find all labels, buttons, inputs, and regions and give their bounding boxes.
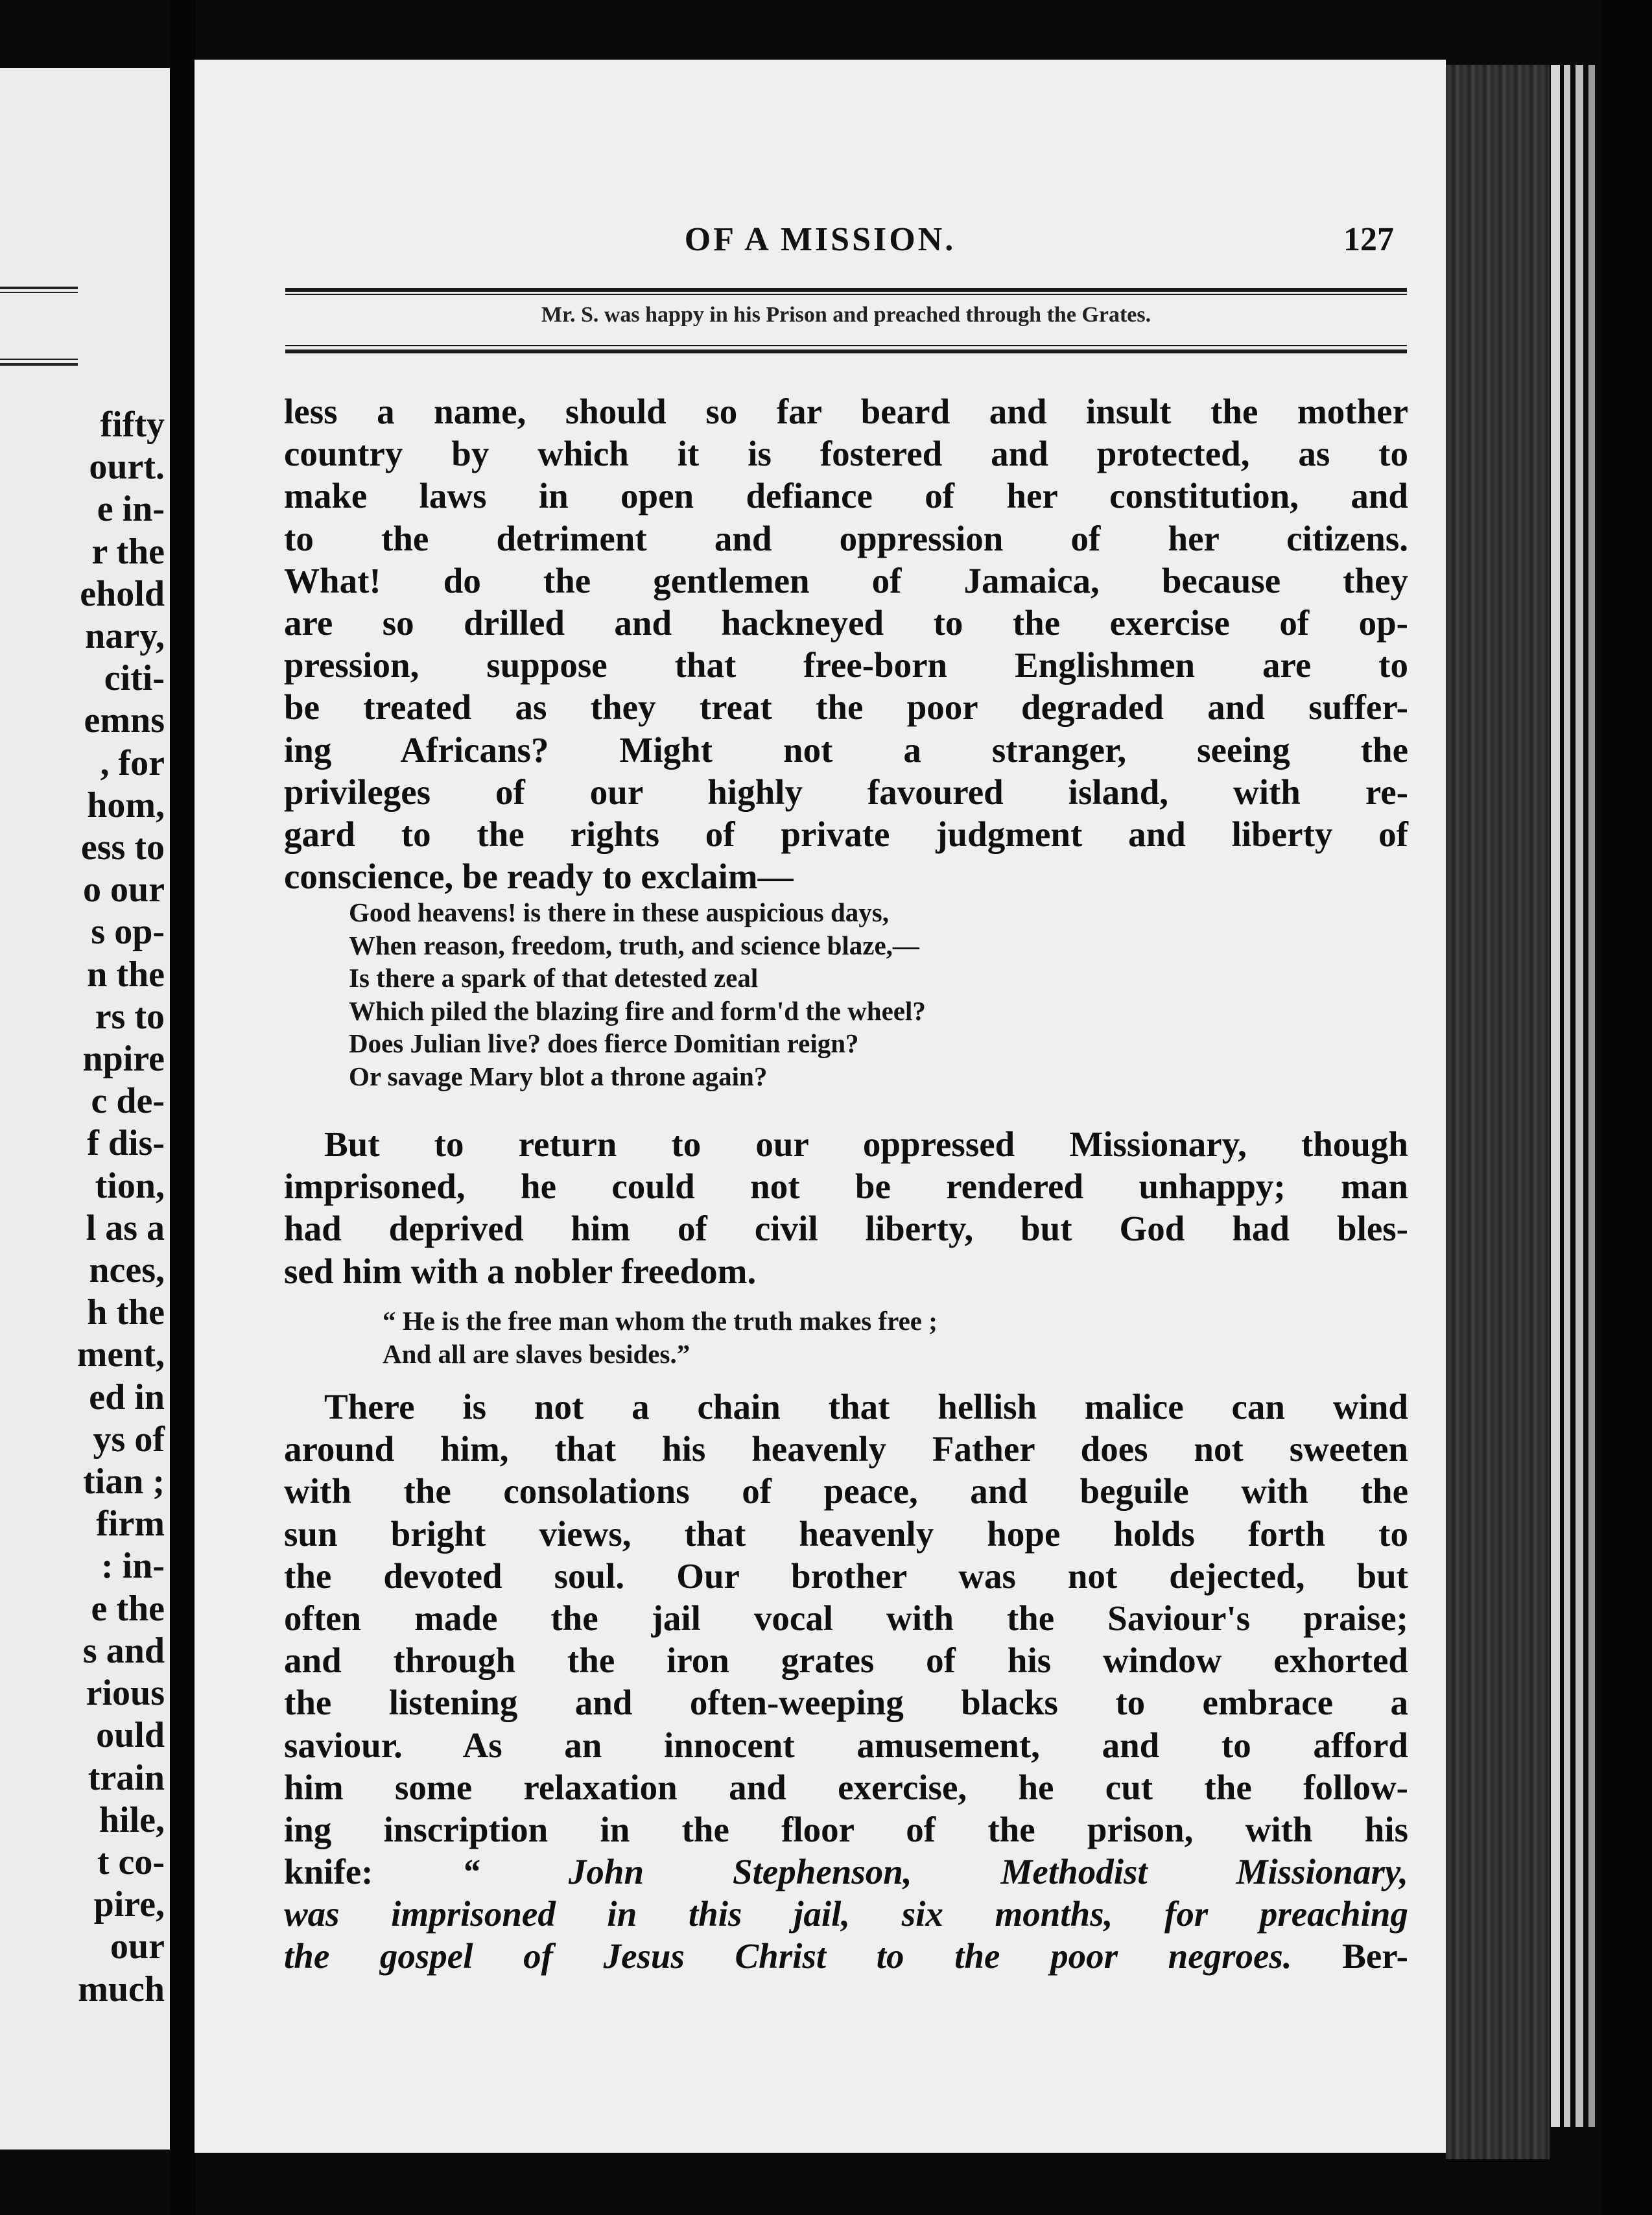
left-page-line: o our: [83, 870, 165, 910]
left-rule-top: [0, 287, 78, 289]
left-page-line: our: [110, 1926, 165, 1967]
left-rule-top-thin: [0, 292, 78, 293]
text-line: There is not a chain that hellish malice can wind: [324, 1387, 1408, 1427]
left-page-line: r the: [91, 531, 165, 572]
book-gutter: [170, 0, 196, 2215]
left-page-line: n the: [87, 954, 165, 995]
text-line: and through the iron grates of his window exhorted: [284, 1641, 1408, 1681]
head-rule-top: [285, 288, 1407, 292]
text-line: saviour. As an innocent amusement, and to afford: [284, 1725, 1408, 1765]
left-page-line: ehold: [80, 573, 165, 614]
left-page-line: ys of: [93, 1419, 165, 1460]
text-line: [284, 1935, 1408, 1977]
left-page-line: ess to: [80, 827, 165, 868]
left-page-line: h the: [87, 1292, 165, 1333]
text-line: sun bright views, that heavenly hope holds forth to: [284, 1513, 1408, 1554]
text-line: What! do the gentlemen of Jamaica, because they: [284, 560, 1408, 600]
book-page: [195, 60, 1446, 2153]
verse-line: Or savage Mary blot a throne again?: [349, 1061, 768, 1091]
left-page-line: s and: [82, 1630, 165, 1671]
left-page-line: npire: [82, 1039, 165, 1080]
head-rule-bottom-thin: [285, 345, 1407, 346]
text-line: [284, 1851, 1408, 1893]
left-page-line: ment,: [77, 1334, 165, 1375]
head-rule-top-thin: [285, 294, 1407, 295]
text-line: imprisoned, he could not be rendered unhappy; man: [284, 1167, 1408, 1207]
text-line: the listening and often-weeping blacks to embrace a: [284, 1683, 1408, 1723]
left-page-line: nary,: [85, 616, 165, 657]
text-fragment: knife:: [284, 1852, 462, 1892]
left-page-line: tion,: [95, 1165, 165, 1206]
paragraph-1: [284, 390, 1408, 897]
text-line: ing inscription in the floor of the prison, with his: [284, 1809, 1408, 1849]
text-line: are so drilled and hackneyed to the exercise of op-: [284, 602, 1408, 643]
left-page-line: e the: [91, 1588, 165, 1629]
page-number: 127: [1343, 221, 1394, 258]
left-page-line: t co-: [97, 1842, 165, 1882]
left-page-line: hom,: [87, 785, 165, 825]
inscription-text: the gospel of Jesus Christ to the poor negroes.: [284, 1936, 1292, 1976]
left-page-line: hile,: [99, 1799, 165, 1840]
text-line: with the consolations of peace, and beguile with the: [284, 1471, 1408, 1511]
paragraph-2: [284, 1123, 1408, 1292]
left-page-line: s op-: [91, 912, 165, 953]
left-page-line: citi-: [104, 658, 165, 699]
text-line: privileges of our highly favoured island, with re-: [284, 772, 1408, 812]
page-leaf-edge: [1564, 65, 1570, 2127]
left-page-line: nces,: [89, 1250, 165, 1291]
left-page-line: emns: [84, 700, 165, 741]
text-line: the devoted soul. Our brother was not dejected, but: [284, 1556, 1408, 1596]
left-page-line: ould: [96, 1715, 165, 1756]
text-line: him some relaxation and exercise, he cut the follow-: [284, 1767, 1408, 1807]
page-leaf-edge: [1551, 65, 1560, 2127]
text-line: had deprived him of civil liberty, but God had bles-: [284, 1209, 1408, 1249]
left-page-line: , for: [100, 742, 165, 783]
text-line: often made the jail vocal with the Saviour's praise;: [284, 1598, 1408, 1638]
background-shadow: [1601, 0, 1652, 2215]
page-block-edge: [1446, 65, 1550, 2159]
left-page-line: tian ;: [83, 1462, 165, 1502]
running-head: [195, 220, 1446, 279]
text-line: around him, that his heavenly Father does not sweeten: [284, 1429, 1408, 1469]
inscription-text: “ John Stephenson, Methodist Missionary,: [462, 1852, 1408, 1892]
page-leaf-edge: [1588, 65, 1595, 2127]
left-page-line: f dis-: [87, 1123, 165, 1164]
left-page-line: ourt.: [89, 447, 165, 488]
text-line: to the detriment and oppression of her citizens.: [284, 518, 1408, 558]
left-page-line: : in-: [101, 1546, 165, 1587]
chapter-subhead: Mr. S. was happy in his Prison and preached through the Grates.: [541, 303, 1151, 327]
verse-line: “ He is the free man whom the truth makes free ;: [383, 1306, 938, 1336]
text-line: be treated as they treat the poor degraded and suffer-: [284, 687, 1408, 728]
paragraph-3: [284, 1386, 1408, 1978]
page-leaf-edge: [1575, 65, 1583, 2127]
running-title: OF A MISSION.: [684, 221, 956, 258]
left-page-line: ed in: [89, 1377, 165, 1417]
left-page-line: e in-: [97, 489, 165, 530]
text-line: country by which it is fostered and protected, as to: [284, 434, 1408, 474]
inscription-text: was imprisoned in this jail, six months, for preaching: [284, 1894, 1408, 1934]
previous-page-fragment: [0, 68, 170, 2150]
left-page-line: c de-: [91, 1081, 165, 1122]
left-page-line: firm: [96, 1504, 165, 1545]
text-line: pression, suppose that free-born Englishmen are to: [284, 645, 1408, 685]
text-line: sed him with a nobler freedom.: [284, 1251, 757, 1291]
left-page-line: fifty: [100, 405, 165, 445]
left-rule-bottom: [0, 363, 78, 366]
verse-quotation-2: [383, 1305, 938, 1370]
text-line: less a name, should so far beard and insult the mother: [284, 392, 1408, 431]
text-line: make laws in open defiance of her constitution, and: [284, 476, 1408, 516]
left-page-line: pire,: [93, 1884, 165, 1925]
text-line: But to return to our oppressed Missionary, though: [324, 1124, 1408, 1164]
left-page-text: [77, 404, 165, 2011]
verse-line: Does Julian live? does fierce Domitian reign?: [349, 1028, 859, 1058]
text-fragment: Ber-: [1292, 1936, 1408, 1976]
head-rule-bottom: [285, 349, 1407, 353]
verse-line: Good heavens! is there in these auspicious days,: [349, 897, 890, 927]
left-page-line: train: [88, 1757, 165, 1798]
verse-quotation-1: [349, 896, 926, 1093]
left-rule-bottom-thin: [0, 359, 78, 360]
verse-line: Which piled the blazing fire and form'd the wheel?: [349, 995, 926, 1026]
left-page-line: rious: [86, 1673, 165, 1714]
verse-line: And all are slaves besides.”: [383, 1338, 690, 1369]
verse-line: When reason, freedom, truth, and science blaze,—: [349, 930, 919, 960]
text-line: gard to the rights of private judgment and liberty of: [284, 814, 1408, 854]
left-page-line: rs to: [95, 996, 165, 1037]
left-page-line: much: [78, 1969, 165, 2009]
left-page-line: l as a: [86, 1207, 165, 1248]
text-line: ing Africans? Might not a stranger, seeing the: [284, 729, 1408, 770]
verse-line: Is there a spark of that detested zeal: [349, 963, 759, 993]
text-line: conscience, be ready to exclaim—: [284, 857, 794, 897]
